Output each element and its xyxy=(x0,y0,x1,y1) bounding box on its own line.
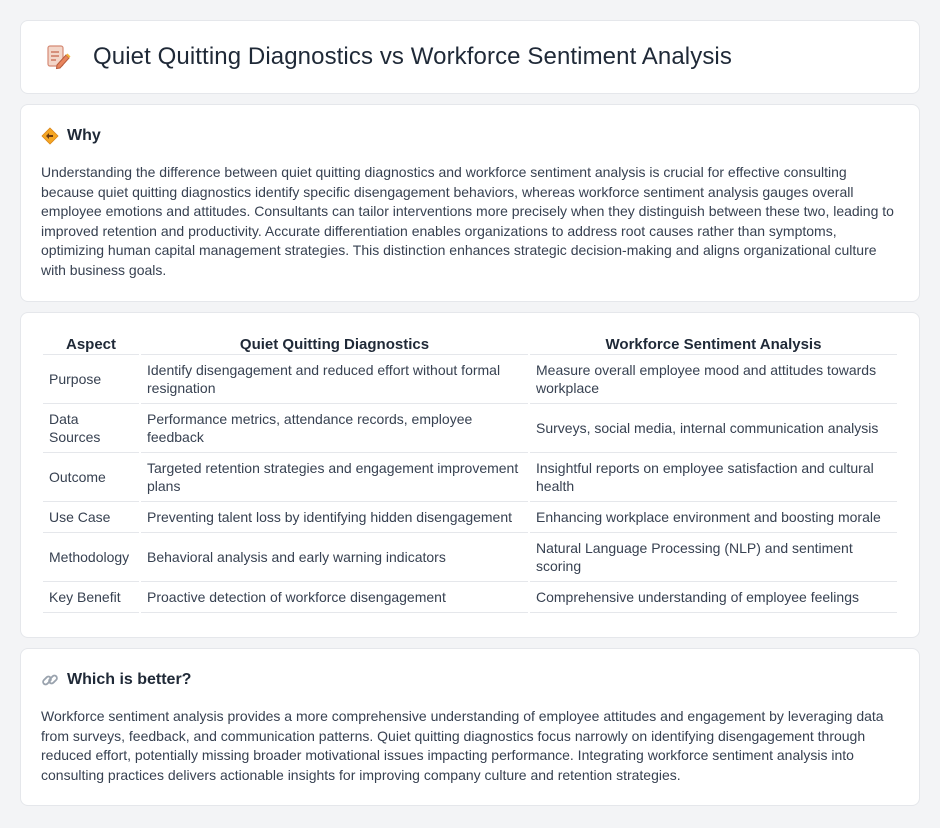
table-row xyxy=(43,582,897,613)
cell-aspect: Methodology xyxy=(43,533,139,582)
cell-sentiment: Measure overall employee mood and attitudes towards workplace xyxy=(530,355,897,404)
cell-quiet-quitting: Targeted retention strategies and engagement improvement plans xyxy=(141,453,528,502)
table-row xyxy=(43,533,897,582)
comparison-table xyxy=(41,333,899,613)
header-quiet-quitting: Quiet Quitting Diagnostics xyxy=(141,333,528,355)
cell-sentiment: Natural Language Processing (NLP) and sentiment scoring xyxy=(530,533,897,582)
cell-aspect: Outcome xyxy=(43,453,139,502)
page-title: Quiet Quitting Diagnostics vs Workforce Sentiment Analysis xyxy=(93,43,732,70)
better-title: Which is better? xyxy=(67,671,192,688)
comparison-table-card xyxy=(20,312,920,638)
table-row xyxy=(43,453,897,502)
table-row xyxy=(43,502,897,533)
better-text: Workforce sentiment analysis provides a more comprehensive understanding of employee attitudes and engagement by leveraging data from surveys, feedback, and communication patterns. Quiet quitting diagnostics focus narrowly on identifying disengagement through reduced effort, potentially missing broader motivational issues impacting performance. Integrating workforce sentiment analysis into consulting practices delivers actionable insights for improving company culture and retention strategies. xyxy=(41,708,884,783)
document-pen-icon xyxy=(43,42,73,72)
cell-aspect: Data Sources xyxy=(43,404,139,453)
cell-quiet-quitting: Preventing talent loss by identifying hidden disengagement xyxy=(141,502,528,533)
table-row xyxy=(43,355,897,404)
cell-sentiment: Enhancing workplace environment and boosting morale xyxy=(530,502,897,533)
cell-aspect: Key Benefit xyxy=(43,582,139,613)
why-section xyxy=(20,104,920,302)
cell-aspect: Use Case xyxy=(43,502,139,533)
cell-sentiment: Surveys, social media, internal communication analysis xyxy=(530,404,897,453)
why-text: Understanding the difference between quiet quitting diagnostics and workforce sentiment analysis is crucial for effective consulting because quiet quitting diagnostics identify specific disengagement behaviors, whereas workforce sentiment analysis gauges overall employee emotions and attitudes. Consultants can tailor interventions more precisely when they distinguish between these two, leading to improved retention and productivity. Accurate differentiation enables organizations to address root causes rather than symptoms, optimizing human capital management strategies. This distinction enhances strategic decision-making and aligns organizational culture with business goals. xyxy=(41,164,894,278)
cell-aspect: Purpose xyxy=(43,355,139,404)
diamond-signs-icon xyxy=(41,127,59,145)
table-row xyxy=(43,404,897,453)
link-icon xyxy=(41,671,59,689)
cell-quiet-quitting: Behavioral analysis and early warning indicators xyxy=(141,533,528,582)
cell-quiet-quitting: Performance metrics, attendance records, employee feedback xyxy=(141,404,528,453)
header-aspect: Aspect xyxy=(43,333,139,355)
which-is-better-section xyxy=(20,648,920,806)
why-title: Why xyxy=(67,127,101,144)
cell-sentiment: Insightful reports on employee satisfaction and cultural health xyxy=(530,453,897,502)
cell-quiet-quitting: Proactive detection of workforce disengagement xyxy=(141,582,528,613)
cell-quiet-quitting: Identify disengagement and reduced effort without formal resignation xyxy=(141,355,528,404)
cell-sentiment: Comprehensive understanding of employee feelings xyxy=(530,582,897,613)
header-sentiment: Workforce Sentiment Analysis xyxy=(530,333,897,355)
header-card xyxy=(20,20,920,94)
